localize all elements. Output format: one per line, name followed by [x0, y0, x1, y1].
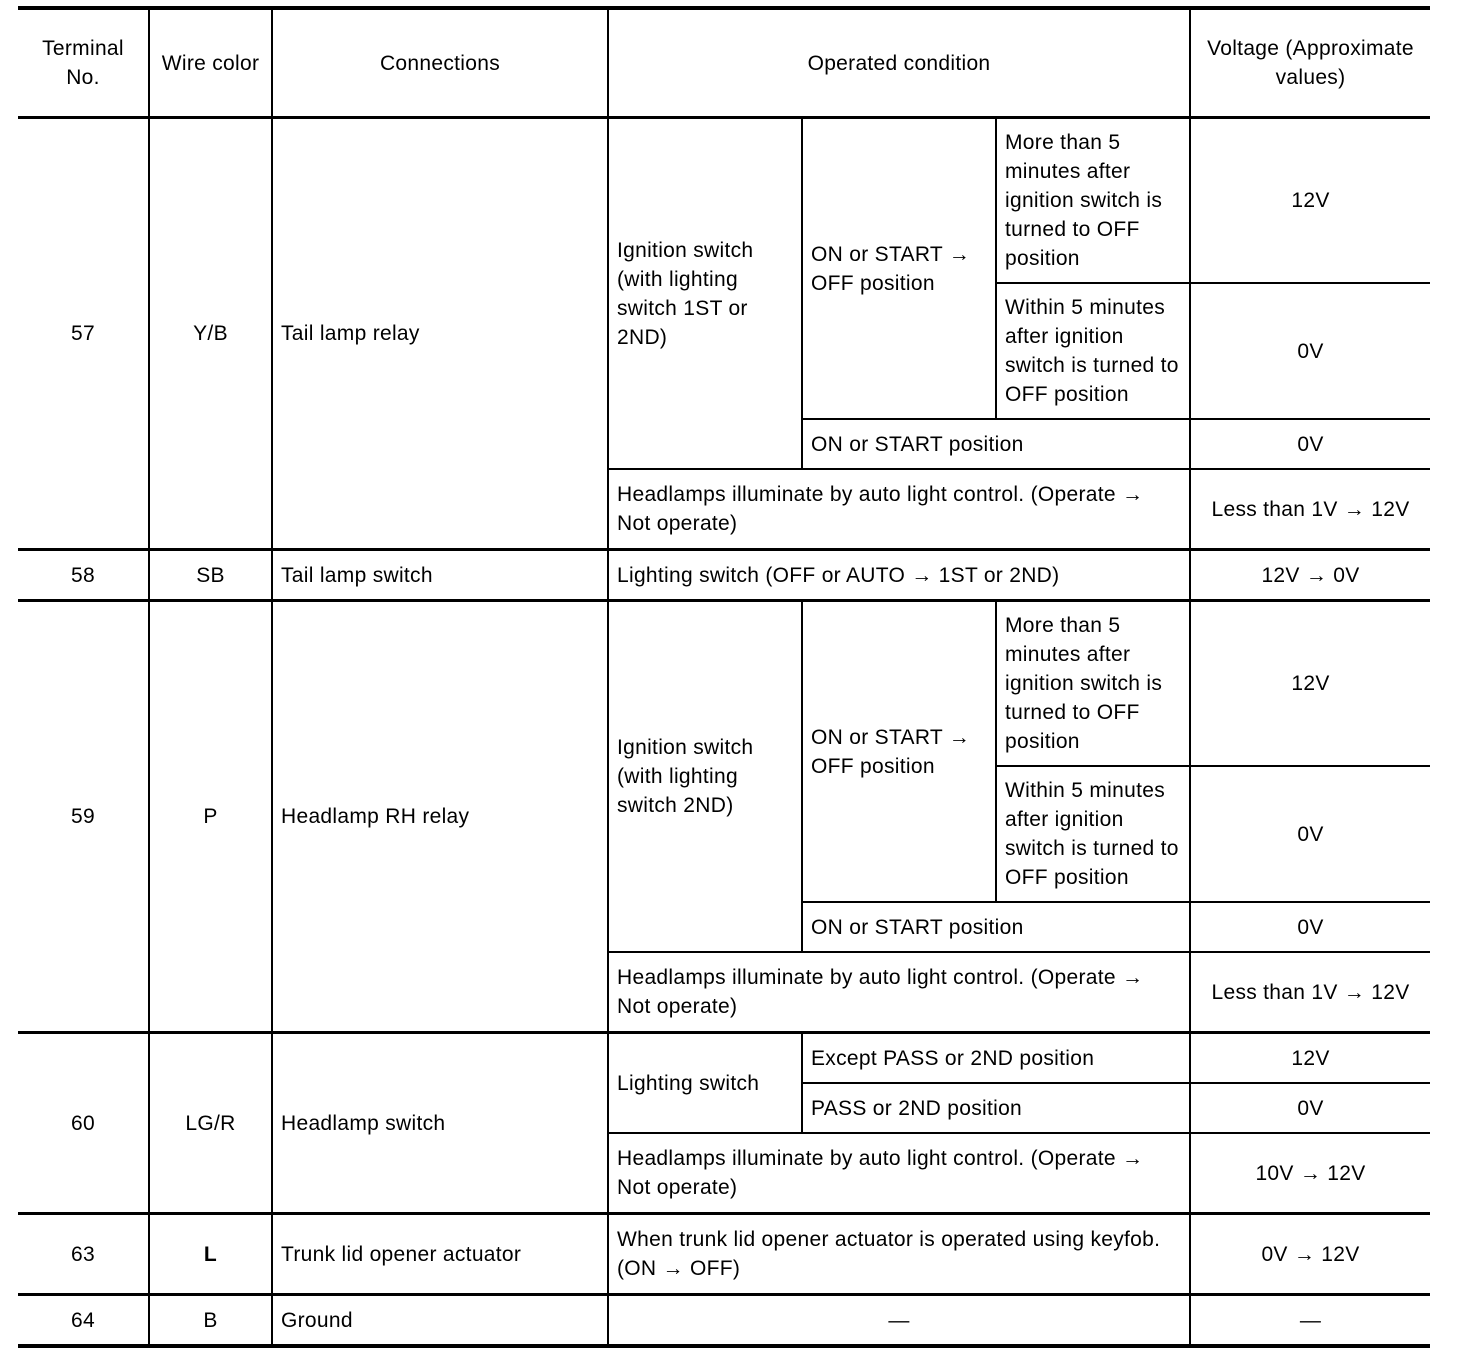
header-connections: Connections	[272, 8, 608, 118]
table-row	[18, 118, 1430, 284]
header-terminal-no: Terminal No.	[18, 8, 149, 118]
table-row	[18, 601, 1430, 767]
connection-cell: Ground	[272, 1295, 608, 1347]
condition-within-5-min: Within 5 minutes after ignition switch is turned to OFF position	[996, 283, 1190, 419]
condition-more-than-5-min: More than 5 minutes after ignition switch is turned to OFF position	[996, 118, 1190, 284]
voltage-cell: 0V	[1190, 902, 1430, 952]
terminal-voltage-table	[18, 6, 1430, 1348]
voltage-cell: 12V	[1190, 601, 1430, 767]
wire-color-cell: L	[149, 1214, 272, 1295]
condition-within-5-min: Within 5 minutes after ignition switch is turned to OFF position	[996, 766, 1190, 902]
voltage-cell: 0V	[1190, 283, 1430, 419]
condition-on-start-off: ON or START → OFF position	[802, 601, 996, 903]
header-voltage: Voltage (Approximate values)	[1190, 8, 1430, 118]
voltage-cell: 12V	[1190, 118, 1430, 284]
voltage-cell: 12V	[1190, 1033, 1430, 1084]
connection-cell: Trunk lid opener actuator	[272, 1214, 608, 1295]
voltage-cell: 0V → 12V	[1190, 1214, 1430, 1295]
header-row	[18, 8, 1430, 118]
terminal-no-cell: 63	[18, 1214, 149, 1295]
condition-cell: When trunk lid opener actuator is operated using keyfob. (ON → OFF)	[608, 1214, 1190, 1295]
connection-cell: Tail lamp relay	[272, 118, 608, 550]
terminal-no-cell: 64	[18, 1295, 149, 1347]
wire-color-cell: LG/R	[149, 1033, 272, 1214]
connection-cell: Headlamp switch	[272, 1033, 608, 1214]
condition-on-start-position: ON or START position	[802, 419, 1190, 469]
wire-color-cell: B	[149, 1295, 272, 1347]
voltage-cell: Less than 1V → 12V	[1190, 952, 1430, 1033]
condition-cell: —	[608, 1295, 1190, 1347]
voltage-cell: 12V → 0V	[1190, 550, 1430, 601]
condition-cell: Lighting switch (OFF or AUTO → 1ST or 2ND)	[608, 550, 1190, 601]
condition-more-than-5-min: More than 5 minutes after ignition switch is turned to OFF position	[996, 601, 1190, 767]
terminal-table-container	[18, 6, 1430, 1348]
table-row	[18, 1033, 1430, 1084]
header-operated-condition: Operated condition	[608, 8, 1190, 118]
voltage-cell: 0V	[1190, 419, 1430, 469]
terminal-no-cell: 58	[18, 550, 149, 601]
condition-auto-light: Headlamps illuminate by auto light control. (Operate → Not operate)	[608, 469, 1190, 550]
wire-color-cell: SB	[149, 550, 272, 601]
condition-except-pass: Except PASS or 2ND position	[802, 1033, 1190, 1084]
table-row	[18, 1214, 1430, 1295]
condition-lighting-switch: Lighting switch	[608, 1033, 802, 1134]
condition-ignition-switch: Ignition switch (with lighting switch 2ND)	[608, 601, 802, 953]
wire-color-cell: Y/B	[149, 118, 272, 550]
condition-on-start-off: ON or START → OFF position	[802, 118, 996, 420]
condition-auto-light: Headlamps illuminate by auto light control. (Operate → Not operate)	[608, 952, 1190, 1033]
table-row	[18, 550, 1430, 601]
voltage-cell: —	[1190, 1295, 1430, 1347]
wire-color-cell: P	[149, 601, 272, 1033]
condition-on-start-position: ON or START position	[802, 902, 1190, 952]
voltage-cell: 0V	[1190, 766, 1430, 902]
connection-cell: Tail lamp switch	[272, 550, 608, 601]
header-wire-color: Wire color	[149, 8, 272, 118]
connection-cell: Headlamp RH relay	[272, 601, 608, 1033]
terminal-no-cell: 59	[18, 601, 149, 1033]
voltage-cell: Less than 1V → 12V	[1190, 469, 1430, 550]
condition-ignition-switch: Ignition switch (with lighting switch 1ST or 2ND)	[608, 118, 802, 470]
terminal-no-cell: 57	[18, 118, 149, 550]
condition-auto-light: Headlamps illuminate by auto light control. (Operate → Not operate)	[608, 1133, 1190, 1214]
voltage-cell: 10V → 12V	[1190, 1133, 1430, 1214]
terminal-no-cell: 60	[18, 1033, 149, 1214]
condition-pass-2nd: PASS or 2ND position	[802, 1083, 1190, 1133]
table-row	[18, 1295, 1430, 1347]
voltage-cell: 0V	[1190, 1083, 1430, 1133]
